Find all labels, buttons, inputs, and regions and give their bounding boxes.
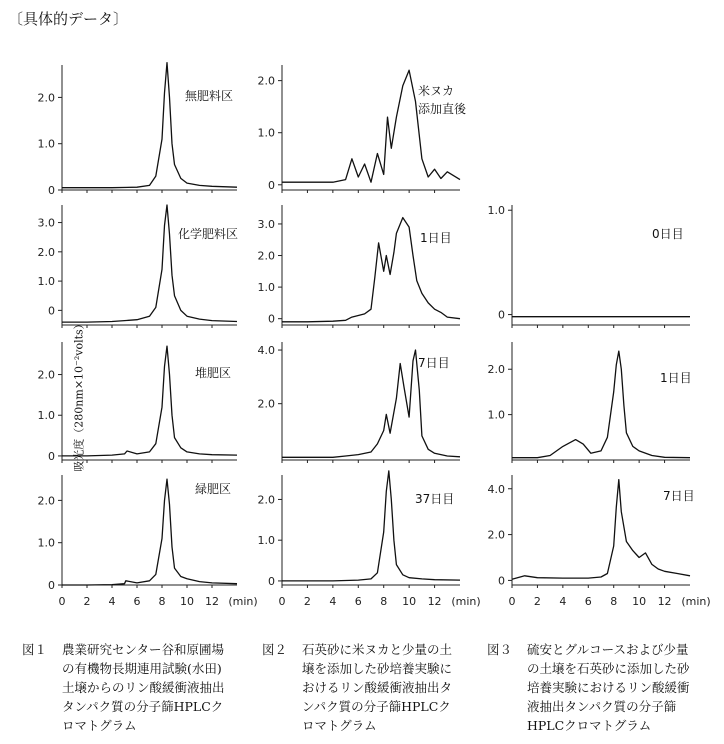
y-tick-label: 2.0 bbox=[37, 494, 55, 508]
y-tick-label: 0 bbox=[48, 304, 55, 318]
caption-line: の土壌を石英砂に添加した砂 bbox=[527, 661, 690, 676]
panel-label: 7日目 bbox=[663, 489, 695, 503]
x-tick-label: 8 bbox=[610, 595, 618, 608]
y-tick-label: 4.0 bbox=[487, 482, 505, 496]
y-tick-label: 2.0 bbox=[257, 249, 275, 263]
x-tick-label: 12 bbox=[205, 595, 219, 608]
chromatogram-trace bbox=[62, 205, 237, 322]
y-tick-label: 2.0 bbox=[37, 91, 55, 105]
x-tick-label: 0 bbox=[508, 595, 516, 608]
x-tick-label: 2 bbox=[83, 595, 91, 608]
caption-line: の有機物長期連用試験(水田) bbox=[62, 661, 222, 676]
y-tick-label: 1.0 bbox=[487, 408, 505, 422]
caption-line: 硫安とグルコースおよび少量 bbox=[527, 642, 689, 657]
section-header: 〔具体的データ〕 bbox=[8, 10, 129, 28]
caption-line: ンパク質の分子篩HPLCク bbox=[302, 699, 451, 714]
y-tick-label: 3.0 bbox=[257, 217, 275, 231]
x-tick-label: 8 bbox=[380, 595, 388, 608]
y-tick-label: 2.0 bbox=[487, 363, 505, 377]
x-tick-label: 4 bbox=[329, 595, 337, 608]
caption-line: おけるリン酸緩衝液抽出タ bbox=[302, 680, 453, 695]
x-unit-label: (min) bbox=[451, 595, 481, 608]
y-tick-label: 2.0 bbox=[37, 368, 55, 382]
x-tick-label: 12 bbox=[427, 595, 442, 608]
y-tick-label: 0 bbox=[498, 574, 505, 588]
chromatogram-trace bbox=[512, 351, 690, 458]
y-tick-label: 1.0 bbox=[37, 409, 55, 423]
x-tick-label: 2 bbox=[533, 595, 541, 608]
x-tick-label: 4 bbox=[559, 595, 567, 608]
x-tick-label: 10 bbox=[632, 595, 647, 608]
caption-line: 培養実験におけるリン酸緩衝 bbox=[527, 680, 690, 695]
y-tick-label: 1.0 bbox=[37, 137, 55, 151]
panel-label: 堆肥区 bbox=[195, 366, 232, 380]
x-tick-label: 8 bbox=[158, 595, 166, 608]
caption-line: タンパク質の分子篩HPLCク bbox=[62, 699, 224, 714]
x-tick-label: 0 bbox=[58, 595, 66, 608]
caption-number: 図２ bbox=[262, 642, 288, 657]
panel-label: 化学肥料区 bbox=[178, 227, 239, 241]
x-tick-label: 2 bbox=[303, 595, 311, 608]
y-tick-label: 2.0 bbox=[487, 528, 505, 542]
caption-line: ロマトグラム bbox=[302, 718, 377, 733]
chromatogram-trace bbox=[62, 63, 237, 188]
x-unit-label: (min) bbox=[681, 595, 711, 608]
panel-label: 0日目 bbox=[652, 227, 684, 241]
y-tick-label: 1.0 bbox=[257, 281, 275, 295]
y-tick-label: 0 bbox=[48, 579, 55, 592]
panel-label-line2: 添加直後 bbox=[418, 102, 467, 116]
panel-label: 7日目 bbox=[418, 356, 450, 370]
caption-line: 壌を添加した砂培養実験に bbox=[302, 661, 453, 676]
y-tick-label: 1.0 bbox=[37, 275, 55, 289]
y-tick-label: 4.0 bbox=[257, 344, 275, 358]
y-tick-label: 2.0 bbox=[257, 397, 275, 411]
caption-line: 石英砂に米ヌカと少量の土 bbox=[302, 642, 453, 657]
y-tick-label: 2.0 bbox=[257, 74, 275, 88]
chromatogram-trace bbox=[62, 346, 237, 456]
y-tick-label: 3.0 bbox=[37, 216, 55, 230]
x-tick-label: 10 bbox=[402, 595, 417, 608]
caption-line: 液抽出タンパク質の分子篩 bbox=[527, 699, 677, 714]
chromatogram-trace bbox=[282, 471, 460, 581]
y-tick-label: 2.0 bbox=[257, 493, 275, 507]
y-tick-label: 0 bbox=[268, 312, 275, 326]
x-tick-label: 6 bbox=[584, 595, 592, 608]
y-tick-label: 0 bbox=[498, 308, 505, 322]
caption-line: HPLCクロマトグラム bbox=[527, 718, 652, 733]
y-tick-label: 0 bbox=[268, 178, 275, 192]
caption-line: 土壌からのリン酸緩衝液抽出 bbox=[62, 680, 225, 695]
x-tick-label: 12 bbox=[657, 595, 672, 608]
y-tick-label: 0 bbox=[268, 574, 275, 588]
x-unit-label: (min) bbox=[228, 595, 258, 608]
y-tick-label: 2.0 bbox=[37, 245, 55, 259]
caption-number: 図３ bbox=[487, 642, 513, 657]
x-tick-label: 6 bbox=[354, 595, 362, 608]
panel-label: 緑肥区 bbox=[195, 482, 232, 496]
x-tick-label: 4 bbox=[108, 595, 116, 608]
panel-label: 米ヌカ bbox=[418, 84, 455, 98]
y-tick-label: 1.0 bbox=[257, 534, 275, 548]
panel-label: 1日目 bbox=[660, 371, 692, 385]
y-tick-label: 0 bbox=[48, 184, 55, 197]
panel-label: 37日目 bbox=[415, 492, 455, 506]
panel-label: 1日目 bbox=[420, 231, 452, 245]
x-tick-label: 10 bbox=[180, 595, 194, 608]
caption-line: ロマトグラム bbox=[62, 718, 137, 733]
y-tick-label: 1.0 bbox=[487, 204, 505, 218]
x-tick-label: 0 bbox=[278, 595, 286, 608]
y-tick-label: 0 bbox=[48, 449, 55, 463]
y-axis-label: 吸光度（280nm×10⁻²volts） bbox=[72, 318, 86, 472]
panel-label: 無肥料区 bbox=[185, 89, 234, 103]
caption-line: 農業研究センター谷和原圃場 bbox=[62, 642, 225, 657]
caption-number: 図１ bbox=[22, 642, 48, 657]
y-tick-label: 1.0 bbox=[257, 126, 275, 140]
x-tick-label: 6 bbox=[133, 595, 141, 608]
y-tick-label: 1.0 bbox=[37, 536, 55, 550]
